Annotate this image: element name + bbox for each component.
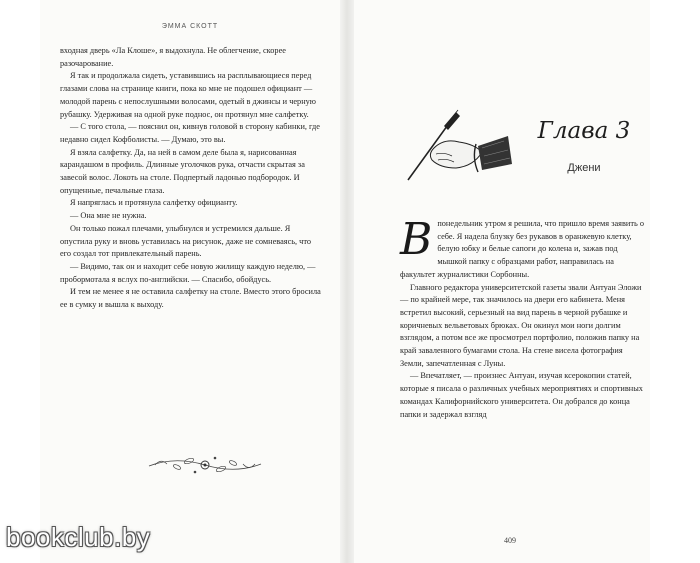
paragraph: — Видимо, так он и находит себе новую жилищу каждую неделю, — пробормотала я вслух по-английски. — Спасибо, обойдусь. — [60, 261, 316, 284]
right-page-text — [400, 214, 644, 421]
right-page — [354, 0, 650, 563]
book-gutter — [340, 0, 354, 563]
chapter-title: Глава 3 — [537, 118, 631, 144]
drop-cap: В — [400, 214, 433, 265]
paragraph: Я взяла салфетку. Да, на ней в самом деле была я, нарисованная карандашом в профиль. Длинные уголочков рука, отчасти скрытая за завесой волос. Локоть на столе. Подпертый ладонью подбородок. И опущенные, печальные глаза. — [60, 147, 305, 195]
left-page — [40, 0, 340, 563]
paragraph: — С того стола, — пояснил он, кивнув головой в сторону кабинки, где недавно сидел Кофболисты. — Думаю, это вы. — [60, 122, 320, 144]
paragraph: Я напряглась и протянула салфетку официанту. — [70, 198, 238, 208]
paragraph: — Она мне не нужна. — [70, 211, 147, 221]
first-paragraph — [400, 214, 644, 282]
paragraph: Я так и продолжала сидеть, уставившись на расплывающиеся перед глазами слова на странице книги, пока ко мне не подошел официант — молодой парень с непослушными волосами, одетый в джинсы и черную рубашку. Удерживая на одной руке поднос, он протянул мне салфетку. — [60, 71, 316, 119]
paragraph: И тем не менее я не оставила салфетку на столе. Вместо этого бросила ее в сумку и вышла к выходу. — [60, 287, 321, 310]
page-number: 409 — [504, 536, 516, 545]
hand-with-pen-icon — [404, 108, 514, 186]
first-paragraph-text: понедельник утром я решила, что пришло время заявить о себе. Я надела блузку без рукавов в оранжевую клетку, белую юбку и белые сапоги до колена и, зажав под мышкой папку с образцами работ, направилась на факультет журналистики Сорбонны. — [400, 219, 644, 279]
paragraph: входная дверь «Ла Клоше», я выдохнула. Не облегчение, скорее разочарование. — [60, 46, 286, 68]
watermark-logo: bookclub.by — [6, 522, 151, 552]
chapter-subtitle: Джени — [567, 162, 601, 174]
floral-ornament-icon — [145, 452, 265, 478]
paragraph: — Впечатляет, — произнес Антуан, изучая ксерокопии статей, которые я писала о различных учебных мероприятиях и спортивных командах Калифорнийского университета. Он добрался до конца папки и задержал взгляд — [400, 371, 643, 419]
paragraph: Он только пожал плечами, улыбнулся и устремился дальше. Я опустила руку и вновь уставилась на рисунок, даже не сомневаясь, что его создал тот привлекательный парень. — [60, 223, 312, 259]
running-head: ЭММА СКОТТ — [161, 23, 219, 30]
left-page-text — [60, 45, 322, 312]
paragraph: Главного редактора университетской газеты звали Антуан Эложи — по крайней мере, так значилось на двери его кабинета. Меня встретил высокий, серьезный на вид парень в черной рубашке и коричневых вельветовых брюках. Он окинул мои ноги долгим взглядом, а потом все же просмотрел портфолио, положив папку на край заваленного бумагами стола. На стене висела фотография Земли, запечатленная с Луны. — [400, 282, 642, 368]
